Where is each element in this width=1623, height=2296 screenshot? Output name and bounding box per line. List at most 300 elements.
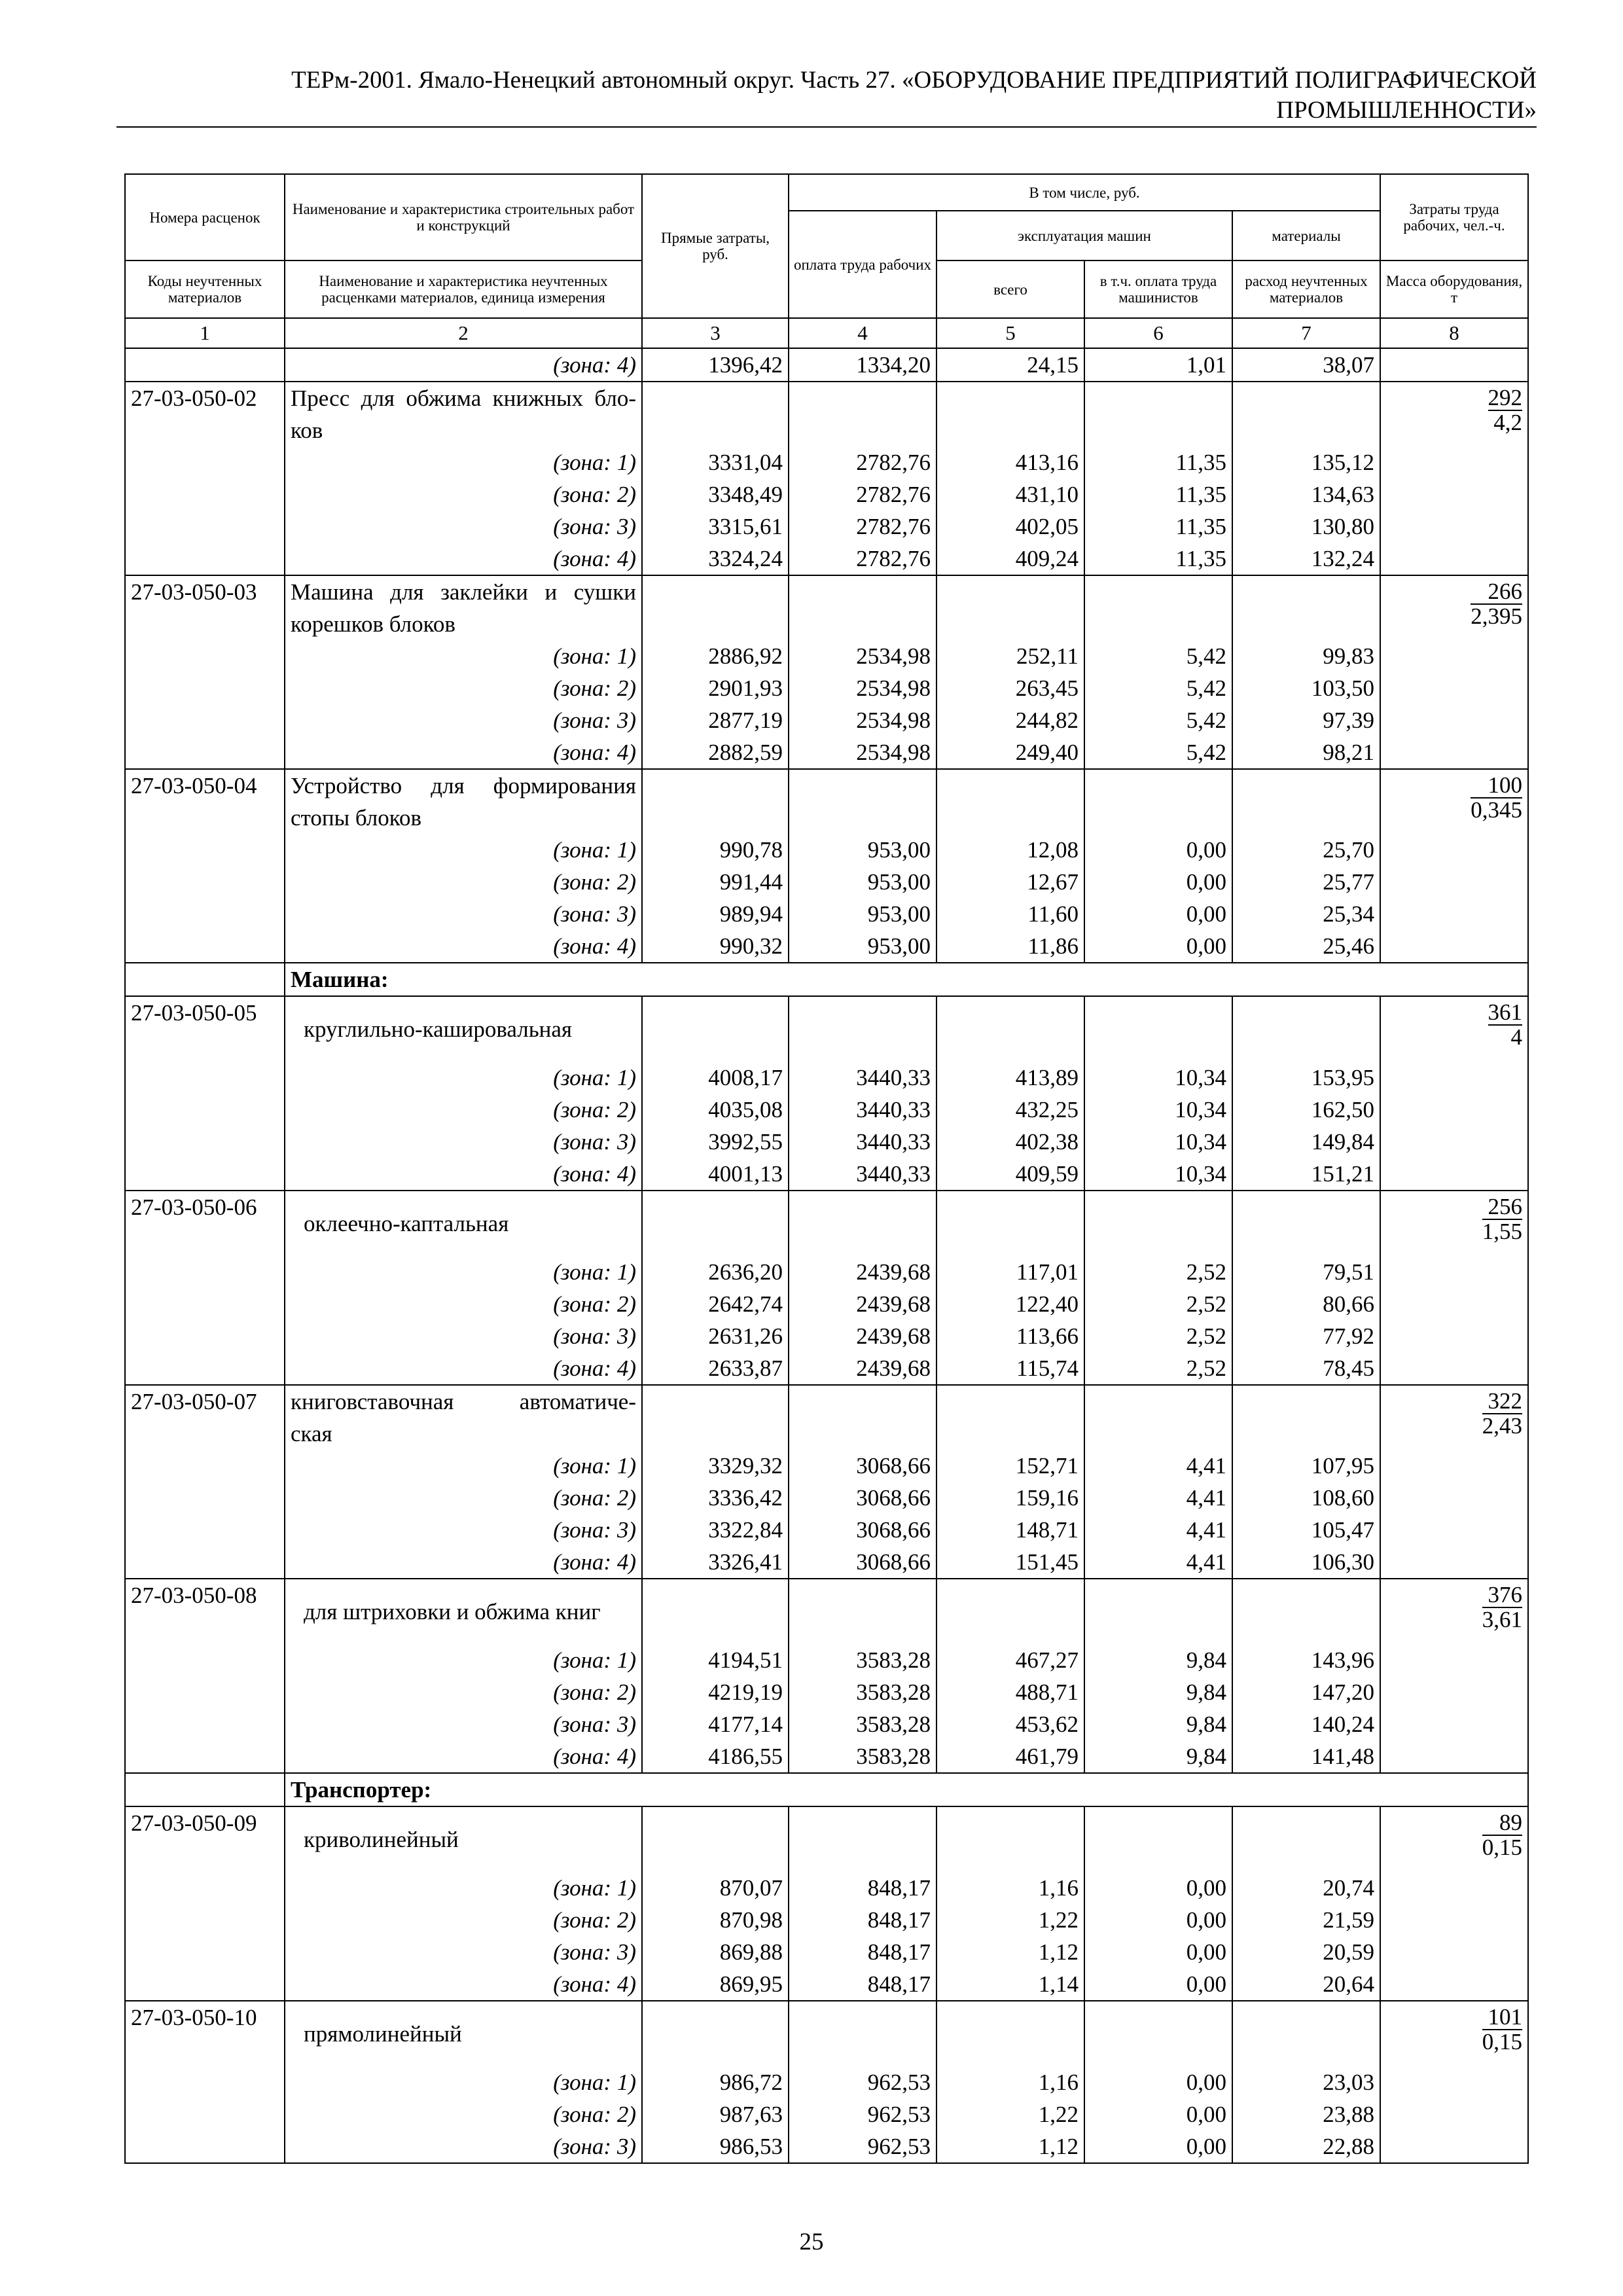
value-cell: 12,08 [936,834,1084,866]
code-cell-empty [125,348,285,382]
value-cell: 4,41 [1084,1482,1232,1514]
value-cell: 3583,28 [789,1644,936,1676]
labor-cell-empty [1380,930,1528,963]
value-cell: 953,00 [789,834,936,866]
col7-header: расход неучтенных материалов [1232,260,1380,318]
value-cell: 23,03 [1232,2066,1380,2098]
labor-cell-empty [1380,478,1528,511]
zone-row [125,2066,1528,2098]
value-cell: 25,46 [1232,930,1380,963]
value-cell: 3322,84 [642,1514,789,1546]
zone-label: (зона: 4) [285,1352,642,1385]
value-cell: 3440,33 [789,1126,936,1158]
item-code: 27-03-050-02 [125,382,285,446]
value-cell: 0,00 [1084,930,1232,963]
value-cell-empty [936,2001,1084,2066]
labor-cell-empty [1380,866,1528,898]
value-cell: 1,16 [936,2066,1084,2098]
value-cell: 122,40 [936,1288,1084,1320]
zone-row [125,1352,1528,1385]
zone-row [125,704,1528,736]
item-title [285,1579,642,1644]
value-cell: 151,21 [1232,1158,1380,1191]
value-cell: 409,24 [936,543,1084,575]
column-number: 8 [1380,318,1528,348]
zone-label: (зона: 3) [285,1126,642,1158]
mass-value: 0,15 [1482,2029,1523,2054]
labor-mass-fraction [1482,1191,1522,1244]
value-cell: 2,52 [1084,1288,1232,1320]
table-body [125,348,1528,2163]
value-cell: 143,96 [1232,1644,1380,1676]
zone-label: (зона: 2) [285,2098,642,2130]
value-cell: 986,72 [642,2066,789,2098]
labor-value: 361 [1488,999,1523,1025]
value-cell: 3315,61 [642,511,789,543]
item-title [285,1806,642,1872]
col3-header: Прямые затраты, руб. [642,174,789,318]
item-title-line-1: книговставочная автоматиче- [291,1389,636,1414]
value-cell: 409,59 [936,1158,1084,1191]
zone-row [125,1546,1528,1579]
value-cell-empty [642,1191,789,1256]
labor-cell-empty [1380,898,1528,930]
labor-cell-empty [1380,1904,1528,1936]
item-code: 27-03-050-10 [125,2001,285,2066]
value-cell: 244,82 [936,704,1084,736]
value-cell: 5,42 [1084,704,1232,736]
value-cell: 0,00 [1084,1968,1232,2001]
mass-value: 1,55 [1482,1219,1523,1244]
value-cell: 402,05 [936,511,1084,543]
labor-cell-empty [1380,1094,1528,1126]
value-cell: 0,00 [1084,1936,1232,1968]
labor-value: 100 [1471,774,1522,798]
value-cell: 2,52 [1084,1256,1232,1288]
zone-label: (зона: 4) [285,1968,642,2001]
value-cell: 12,67 [936,866,1084,898]
value-cell: 1,14 [936,1968,1084,2001]
item-code: 27-03-050-04 [125,769,285,834]
value-cell: 107,95 [1232,1450,1380,1482]
value-cell: 4177,14 [642,1708,789,1740]
zone-label: (зона: 4) [285,1158,642,1191]
item-row [125,1385,1528,1450]
value-cell: 1,12 [936,2130,1084,2163]
zone-row [125,2098,1528,2130]
code-cell-empty [125,1320,285,1352]
zone-label: (зона: 4) [285,930,642,963]
value-cell: 151,45 [936,1546,1084,1579]
zone-row [125,1126,1528,1158]
value-cell: 413,16 [936,446,1084,478]
value-cell: 3068,66 [789,1450,936,1482]
code-cell-empty [125,1676,285,1708]
exploit-header: эксплуатация машин [936,211,1232,260]
value-cell: 9,84 [1084,1708,1232,1740]
value-cell: 22,88 [1232,2130,1380,2163]
value-cell-empty [1232,382,1380,446]
zone-row [125,1514,1528,1546]
value-cell-empty [789,1191,936,1256]
value-cell: 962,53 [789,2066,936,2098]
code-cell-empty [125,1288,285,1320]
zone-row [125,898,1528,930]
item-title-line-1: Машина для заклейки и сушки [291,579,636,605]
zone-label: (зона: 2) [285,1482,642,1514]
item-title-line-1: Устройство для формирования [291,773,636,798]
value-cell: 162,50 [1232,1094,1380,1126]
value-cell-empty [936,575,1084,640]
zone-label: (зона: 1) [285,1256,642,1288]
column-number: 3 [642,318,789,348]
value-cell: 2882,59 [642,736,789,769]
value-cell: 11,35 [1084,511,1232,543]
value-cell-empty [789,996,936,1062]
item-title-line-2: ков [291,418,323,443]
value-cell: 2633,87 [642,1352,789,1385]
value-cell: 4186,55 [642,1740,789,1773]
labor-value: 101 [1482,2005,1522,2030]
zone-row [125,1968,1528,2001]
col1-header-top: Номера расценок [125,174,285,260]
value-cell-empty [936,1191,1084,1256]
value-cell: 0,00 [1084,2098,1232,2130]
labor-mass-fraction [1482,2001,1522,2054]
value-cell: 9,84 [1084,1676,1232,1708]
item-title-text: криволинейный [304,1827,459,1852]
item-title [285,1385,642,1450]
value-cell: 9,84 [1084,1644,1232,1676]
labor-value: 256 [1482,1195,1522,1220]
code-cell-empty [125,511,285,543]
value-cell: 2439,68 [789,1320,936,1352]
header-divider [116,126,1537,128]
value-cell: 1,12 [936,1936,1084,1968]
zone-row [125,2130,1528,2163]
zone-label: (зона: 3) [285,1708,642,1740]
labor-cell-empty [1380,1968,1528,2001]
value-cell: 78,45 [1232,1352,1380,1385]
item-title [285,2001,642,2066]
code-cell-empty [125,1062,285,1094]
value-cell-empty [1084,769,1232,834]
value-cell-empty [1084,1579,1232,1644]
value-cell-empty [1232,1385,1380,1450]
mass-value: 3,61 [1482,1607,1523,1632]
value-cell-empty [936,769,1084,834]
item-row [125,996,1528,1062]
zone-label: (зона: 4) [285,1546,642,1579]
labor-cell-empty [1380,1936,1528,1968]
code-cell-empty [125,640,285,672]
value-cell: 2439,68 [789,1256,936,1288]
value-cell-empty [936,1806,1084,1872]
value-cell: 990,32 [642,930,789,963]
value-cell: 3336,42 [642,1482,789,1514]
value-cell-empty [789,769,936,834]
value-cell: 10,34 [1084,1158,1232,1191]
value-cell: 2534,98 [789,736,936,769]
zone-label: (зона: 2) [285,672,642,704]
col8-header-bottom: Масса оборудования, т [1380,260,1528,318]
zone-row [125,1482,1528,1514]
col2-header-bottom: Наименование и характеристика неучтенных расценками материалов, единица измерения [285,260,642,318]
item-row [125,575,1528,640]
zone-row [125,1936,1528,1968]
value-cell: 0,00 [1084,2130,1232,2163]
labor-cell-empty [1380,1288,1528,1320]
code-cell-empty [125,543,285,575]
value-cell: 21,59 [1232,1904,1380,1936]
zone-row [125,930,1528,963]
mass-value: 2,395 [1471,603,1523,629]
value-cell: 0,00 [1084,866,1232,898]
value-cell: 4,41 [1084,1450,1232,1482]
column-number: 1 [125,318,285,348]
group-header: В том числе, руб. [789,174,1380,211]
value-cell-empty [936,1579,1084,1644]
value-cell: 3329,32 [642,1450,789,1482]
value-cell-empty [1232,1806,1380,1872]
value-cell: 1334,20 [789,348,936,382]
zone-label: (зона: 1) [285,446,642,478]
value-cell-empty [1084,575,1232,640]
labor-mass-fraction [1488,997,1523,1049]
value-cell: 5,42 [1084,672,1232,704]
item-code: 27-03-050-09 [125,1806,285,1872]
zone-row [125,1740,1528,1773]
value-cell: 2631,26 [642,1320,789,1352]
zone-row [125,736,1528,769]
value-cell: 1,22 [936,1904,1084,1936]
labor-cell-empty [1380,1740,1528,1773]
zone-label: (зона: 3) [285,1514,642,1546]
code-cell-empty [125,446,285,478]
labor-value: 292 [1488,385,1523,410]
code-cell-empty [125,1968,285,2001]
col8-header-top: Затраты труда рабочих, чел.-ч. [1380,174,1528,260]
col2-header-top: Наименование и характеристика строительных работ и конструкций [285,174,642,260]
labor-cell-empty [1380,446,1528,478]
value-cell: 11,86 [936,930,1084,963]
section-title: Транспортер: [285,1773,1528,1806]
value-cell-empty [642,382,789,446]
item-title [285,769,642,834]
labor-cell-empty [1380,511,1528,543]
zone-label: (зона: 2) [285,1288,642,1320]
zone-label: (зона: 3) [285,2130,642,2163]
value-cell: 3326,41 [642,1546,789,1579]
col1-header-bottom: Коды неучтенных материалов [125,260,285,318]
labor-mass-cell [1380,769,1528,834]
zone-label: (зона: 2) [285,1676,642,1708]
labor-cell-empty [1380,1482,1528,1514]
labor-mass-cell [1380,382,1528,446]
labor-cell-empty [1380,672,1528,704]
labor-value: 322 [1482,1390,1522,1414]
value-cell: 249,40 [936,736,1084,769]
labor-cell-empty [1380,704,1528,736]
zone-label: (зона: 4) [285,543,642,575]
zone-label: (зона: 2) [285,866,642,898]
value-cell-empty [642,1385,789,1450]
zone-row [125,1450,1528,1482]
code-cell-empty [125,478,285,511]
labor-cell-empty [1380,736,1528,769]
value-cell: 2782,76 [789,478,936,511]
value-cell: 953,00 [789,898,936,930]
zone-label: (зона: 1) [285,1450,642,1482]
value-cell: 4001,13 [642,1158,789,1191]
item-title-text: оклеечно-каптальная [304,1211,509,1236]
value-cell: 10,34 [1084,1126,1232,1158]
labor-mass-fraction [1488,382,1523,435]
value-cell: 20,74 [1232,1872,1380,1904]
value-cell: 0,00 [1084,1872,1232,1904]
value-cell: 432,25 [936,1094,1084,1126]
column-number: 5 [936,318,1084,348]
item-title-line-2: стопы блоков [291,805,422,831]
value-cell: 38,07 [1232,348,1380,382]
code-cell-empty [125,1644,285,1676]
labor-cell-empty [1380,1514,1528,1546]
item-row [125,769,1528,834]
code-cell-empty [125,1872,285,1904]
value-cell: 99,83 [1232,640,1380,672]
value-cell: 135,12 [1232,446,1380,478]
item-title [285,996,642,1062]
labor-cell-empty [1380,2066,1528,2098]
code-cell-empty [125,898,285,930]
zone-label: (зона: 3) [285,704,642,736]
zone-row [125,1320,1528,1352]
labor-cell-empty [1380,1708,1528,1740]
value-cell: 105,47 [1232,1514,1380,1546]
value-cell: 990,78 [642,834,789,866]
labor-mass-fraction [1471,770,1522,822]
code-cell-empty [125,1158,285,1191]
price-table [124,173,1529,2164]
labor-cell-empty [1380,1546,1528,1579]
value-cell: 2636,20 [642,1256,789,1288]
value-cell: 2534,98 [789,704,936,736]
value-cell: 115,74 [936,1352,1084,1385]
item-code: 27-03-050-06 [125,1191,285,1256]
code-cell-empty [125,1126,285,1158]
value-cell: 11,35 [1084,478,1232,511]
value-cell-empty [1232,2001,1380,2066]
labor-cell-empty [1380,1872,1528,1904]
value-cell: 2886,92 [642,640,789,672]
value-cell-empty [1084,1385,1232,1450]
value-cell: 140,24 [1232,1708,1380,1740]
value-cell: 870,07 [642,1872,789,1904]
value-cell: 869,95 [642,1968,789,2001]
value-cell: 10,34 [1084,1094,1232,1126]
labor-cell-empty [1380,1644,1528,1676]
zone-row [125,1256,1528,1288]
labor-mass-fraction [1482,1386,1522,1438]
zone-row [125,640,1528,672]
labor-cell-empty [1380,543,1528,575]
item-row [125,2001,1528,2066]
item-row [125,1579,1528,1644]
value-cell-empty [642,769,789,834]
value-cell-empty [789,382,936,446]
value-cell: 147,20 [1232,1676,1380,1708]
zone-label: (зона: 3) [285,1936,642,1968]
item-title [285,1191,642,1256]
value-cell: 153,95 [1232,1062,1380,1094]
value-cell: 2901,93 [642,672,789,704]
zone-label: (зона: 3) [285,511,642,543]
value-cell: 991,44 [642,866,789,898]
value-cell: 4219,19 [642,1676,789,1708]
value-cell: 2,52 [1084,1320,1232,1352]
code-cell-empty [125,1708,285,1740]
item-row [125,1806,1528,1872]
item-title-line-2: корешков блоков [291,611,455,637]
code-cell-empty [125,2066,285,2098]
mass-value: 4,2 [1493,410,1523,435]
zone-row [125,866,1528,898]
value-cell: 2534,98 [789,640,936,672]
value-cell: 23,88 [1232,2098,1380,2130]
labor-cell-empty [1380,2130,1528,2163]
labor-cell-empty [1380,1158,1528,1191]
code-cell-empty [125,1936,285,1968]
labor-mass-cell [1380,1806,1528,1872]
value-cell: 9,84 [1084,1740,1232,1773]
labor-cell-empty [1380,1320,1528,1352]
item-title-text: прямолинейный [304,2021,462,2047]
mass-value: 0,345 [1471,797,1523,823]
value-cell: 2782,76 [789,511,936,543]
labor-mass-fraction [1471,576,1522,628]
code-cell-empty [125,1740,285,1773]
header-line-2: ПРОМЫШЛЕННОСТИ» [1276,97,1537,124]
value-cell: 80,66 [1232,1288,1380,1320]
code-cell-empty [125,2130,285,2163]
value-cell: 413,89 [936,1062,1084,1094]
col5-header: всего [936,260,1084,318]
value-cell: 869,88 [642,1936,789,1968]
value-cell: 152,71 [936,1450,1084,1482]
zone-row [125,511,1528,543]
value-cell: 130,80 [1232,511,1380,543]
value-cell: 25,34 [1232,898,1380,930]
labor-mass-cell [1380,1385,1528,1450]
code-cell-empty [125,1352,285,1385]
item-row [125,1191,1528,1256]
value-cell: 79,51 [1232,1256,1380,1288]
zone-row [125,348,1528,382]
value-cell-empty [1232,996,1380,1062]
column-number: 2 [285,318,642,348]
value-cell: 98,21 [1232,736,1380,769]
value-cell-empty [1084,1191,1232,1256]
value-cell: 10,34 [1084,1062,1232,1094]
value-cell: 97,39 [1232,704,1380,736]
zone-row [125,672,1528,704]
zone-label: (зона: 1) [285,2066,642,2098]
col6-header: в т.ч. оплата труда машинистов [1084,260,1232,318]
value-cell: 953,00 [789,930,936,963]
value-cell: 113,66 [936,1320,1084,1352]
value-cell: 24,15 [936,348,1084,382]
page-header [116,65,1537,126]
